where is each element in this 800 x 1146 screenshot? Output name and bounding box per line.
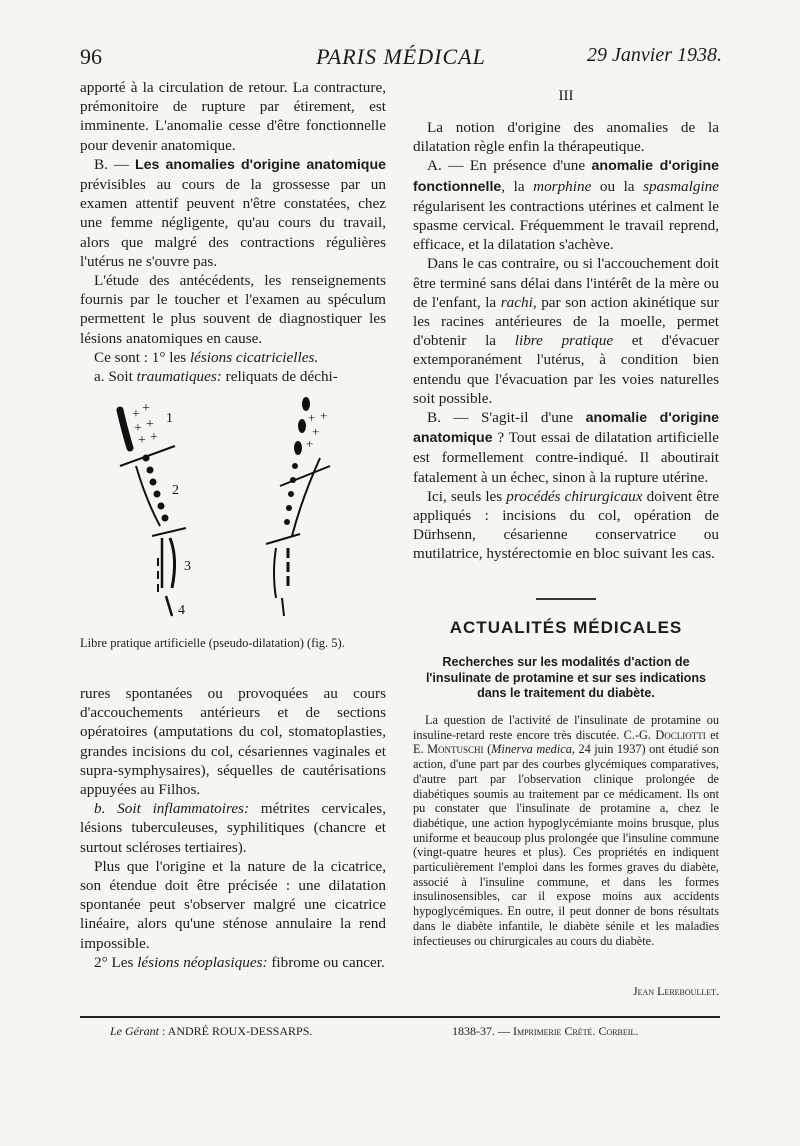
paragraph: a. Soit traumatiques: reliquats de déchi- <box>94 368 338 386</box>
left-column-bottom <box>80 684 386 972</box>
paragraph: 2° Les lésions néoplasiques: fibrome ou cancer. <box>94 953 385 971</box>
right-column <box>413 118 719 564</box>
figure-label: 1 <box>166 411 173 426</box>
svg-text:+: + <box>132 407 140 422</box>
paragraph: Plus que l'origine et la nature de la cicatrice, son étendue doit être précisée : une dilatation spontanée peut s'observer malgré une cicatrice linéaire, alors qu'une sténose annulaire la rend impossible. <box>80 857 386 952</box>
paragraph: apporté à la circulation de retour. La contracture, prémonitoire de rupture par étirement, est imminente. L'anomalie cesse d'être fonctionnelle pour devenir anatomique. <box>80 79 386 154</box>
footer-printer: 1838-37. — Imprimerie Crété. Corbeil. <box>452 1024 639 1038</box>
footer-manager: Le Gérant : ANDRÉ ROUX-DESSARPS. <box>110 1024 313 1038</box>
left-cervix-drawing <box>120 401 191 618</box>
figure-label: 3 <box>184 559 191 574</box>
paragraph: B. — S'agit-il d'une anomalie d'origine anatomique ? Tout essai de dilatation artificielle est formellement contre-indiqué. Il aboutirait fatalement à un échec, sinon à la rupture utérine. <box>413 409 719 486</box>
svg-text:+: + <box>312 424 320 439</box>
figure-label: 4 <box>178 603 185 618</box>
paragraph: b. Soit inflammatoires: métrites cervicales, lésions tuberculeuses, syphilitiques (chancre et surtout scléroses tertiaires). <box>80 800 386 856</box>
paragraph: La notion d'origine des anomalies de la dilatation règle enfin la thérapeutique. <box>413 119 719 156</box>
issue-date: 29 Janvier 1938. <box>587 44 722 66</box>
svg-text:+: + <box>146 417 154 432</box>
paragraph: Dans le cas contraire, ou si l'accouchement doit être terminé sans délai dans l'intérêt de la mère ou de l'enfant, la rachi, par son action akinétique sur les racines antérieures de la moelle, permet d'obtenir la libre pratique et d'évacuer extemporanément l'utérus, à condition bien entendu que l'évacuation par les voies naturelles soit possible. <box>413 255 719 407</box>
paragraph: La question de l'activité de l'insulinate de protamine ou insuline-retard reste encore très discutée. C.-G. Docliotti et E. Montuschi (Minerva medica, 24 juin 1937) ont étudié son action, d'une part par des courbes glycémiques comparatives, d'autre part par l'observation clinique prolongée de diabétiques soumis au traitement par ce médicament. Ils ont pu constater que l'insulinate de protamine a, chez le diabétique, une action hypoglycémiante moins brusque, plus uniforme et beaucoup plus prolongée que l'insuline commune (vingt-quatre heures et plus). Ces propriétés en indiquent particulièrement l'emploi dans les formes graves du diabète, associé à l'insuline commune, et dans les formes insulinosensibles, car il expose moins aux accidents hypoglycémiques. En outre, il peut donner de bons résultats dans le diabète infantile, le diabète sénile et les maladies infectieuses ou chirurgicales au cours du diabète. <box>413 713 719 948</box>
paragraph: rures spontanées ou provoquées au cours d'accouchements antérieurs et de sections opératoires (amputations du col, stomatoplasties, grandes incisions du col, césariennes vaginales et supra-symphysaires), séquelles de cautérisations appuyées au Filhos. <box>80 685 386 799</box>
article-author: Jean Lereboullet. <box>633 984 719 998</box>
section-title: ACTUALITÉS MÉDICALES <box>449 618 683 637</box>
left-column-top <box>80 78 386 386</box>
svg-text:+: + <box>134 421 142 436</box>
section-number: III <box>558 88 574 104</box>
figure-caption: Libre pratique artificielle (pseudo-dilatation) (fig. 5). <box>80 636 345 650</box>
paragraph: A. — En présence d'une anomalie d'origine fonctionnelle, la morphine ou la spasmalgine régularisent les contractions utérines et calment le spasme cervical. Fréquemment le travail reprend, efficace, et la dilatation s'achève. <box>413 157 719 254</box>
svg-text:+: + <box>308 410 316 425</box>
right-cervix-drawing <box>266 397 330 616</box>
footer-rule <box>80 1016 720 1018</box>
svg-text:+: + <box>320 408 328 423</box>
svg-text:+: + <box>142 401 150 416</box>
section-divider <box>536 598 596 600</box>
paragraph: Ici, seuls les procédés chirurgicaux doivent être appliqués : incisions du col, opération de Dürhsenn, césarienne conservatrice ou mutilatrice, hystérectomie en bloc suivant les cas. <box>413 487 719 563</box>
paragraph: L'étude des antécédents, les renseignements fournis par le toucher et l'examen au spéculum permettent le plus souvent de diagnostiquer les lésions anatomiques en cause. <box>80 272 386 347</box>
page-header <box>80 44 722 74</box>
svg-text:+: + <box>150 430 158 445</box>
svg-text:+: + <box>138 433 146 448</box>
journal-title: PARIS MÉDICAL <box>316 44 486 69</box>
page-number: 96 <box>80 44 102 69</box>
paragraph: Ce sont : 1° les lésions cicatricielles. <box>94 348 319 366</box>
svg-text:+: + <box>306 436 314 451</box>
paragraph: B. — Les anomalies d'origine anatomique prévisibles au cours de la grossesse par un examen attentif peuvent n'être constatées, chez une femme négligente, qu'au cours du travail, alors que malgré des contractions régulières l'utérus ne s'ouvre pas. <box>80 155 386 270</box>
cervix-figure <box>80 388 386 632</box>
article-body <box>413 713 719 948</box>
figure-label: 2 <box>172 483 179 498</box>
article-title: Recherches sur les modalités d'action de l'insulinate de protamine et sur ses indications dans le traitement du diabète. <box>425 655 707 700</box>
